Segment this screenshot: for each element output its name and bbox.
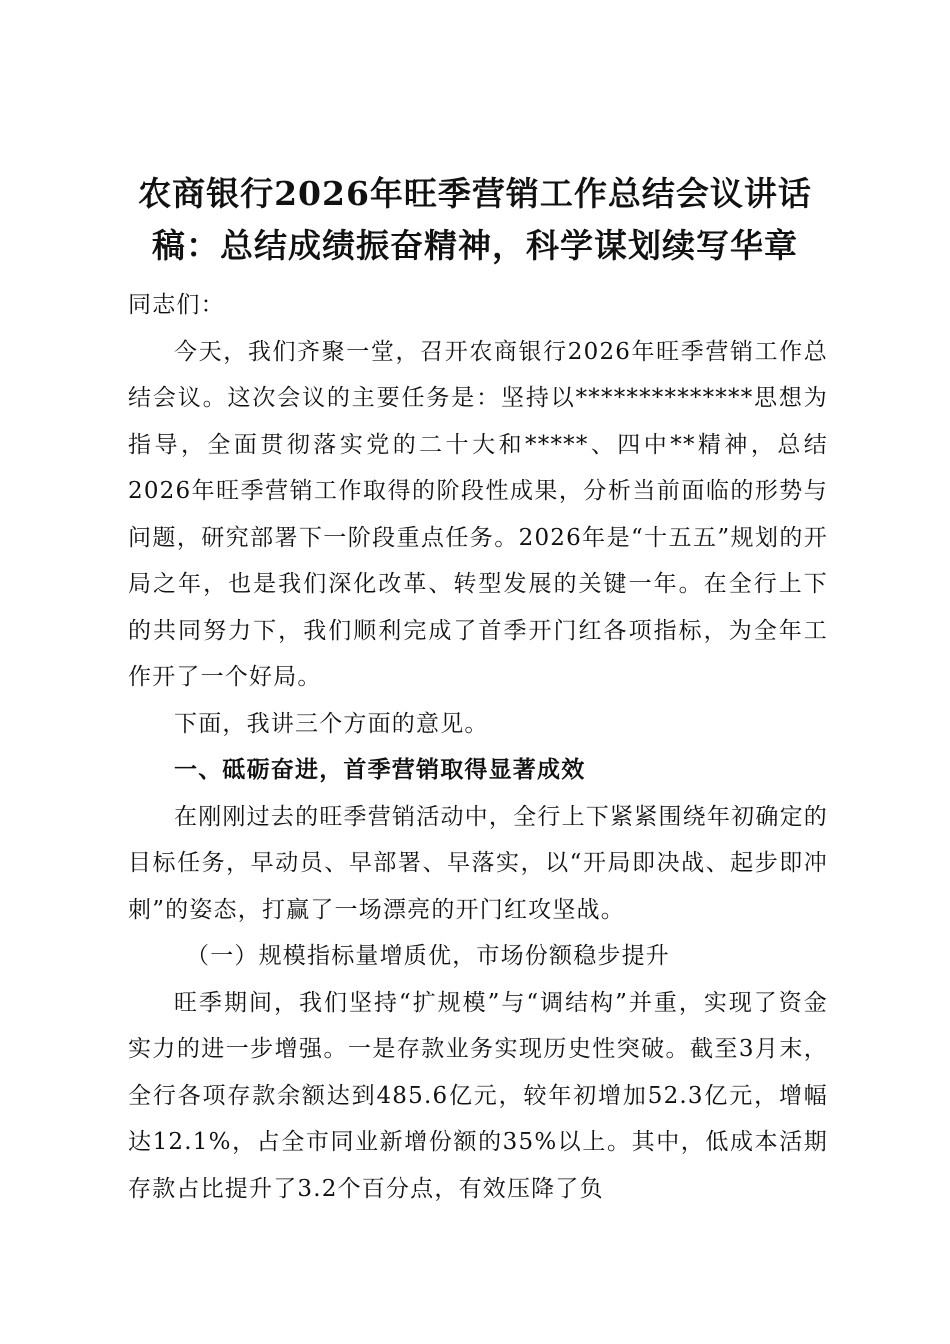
title-line-1: 农商银行2026年旺季营销工作总结会议讲话 (138, 174, 812, 213)
salutation: 同志们： (128, 292, 225, 318)
paragraph-subsection-1: 旺季期间，我们坚持“扩规模”与“调结构”并重，实现了资金实力的进一步增强。一是存款业务实现历史性突破。截至3月末，全行各项存款余额达到485.6亿元，较年初增加52.3亿元，增幅达12.1%，占全市同业新增份额的35%以上。其中，低成本活期存款占比提升了3.2个百分点，有效压降了负 (128, 989, 828, 1202)
paragraph-section-1: 在刚刚过去的旺季营销活动中，全行上下紧紧围绕年初确定的目标任务，早动员、早部署、早落实，以“开局即决战、起步即冲刺”的姿态，打赢了一场漂亮的开门红攻坚战。 (128, 803, 828, 923)
document-body (128, 282, 828, 1212)
document-title (110, 168, 840, 272)
paragraph-outline: 下面，我讲三个方面的意见。 (174, 710, 489, 737)
paragraph-opening: 今天，我们齐聚一堂，召开农商银行2026年旺季营销工作总结会议。这次会议的主要任务是：坚持以**************思想为指导，全面贯彻落实党的二十大和*****、四中**精神，总结2026年旺季营销工作取得的阶段性成果，分析当前面临的形势与问题，研究部署下一阶段重点任务。2026年是“十五五”规划的开局之年，也是我们深化改革、转型发展的关键一年。在全行上下的共同努力下，我们顺利完成了首季开门红各项指标，为全年工作开了一个好局。 (128, 338, 828, 690)
section-heading-1: 一、砥砺奋进，首季营销取得显著成效 (174, 756, 586, 783)
title-line-2: 稿：总结成绩振奋精神，科学谋划续写华章 (152, 226, 798, 265)
subsection-heading-1: （一）规模指标量增质优，市场份额稳步提升 (186, 943, 670, 969)
